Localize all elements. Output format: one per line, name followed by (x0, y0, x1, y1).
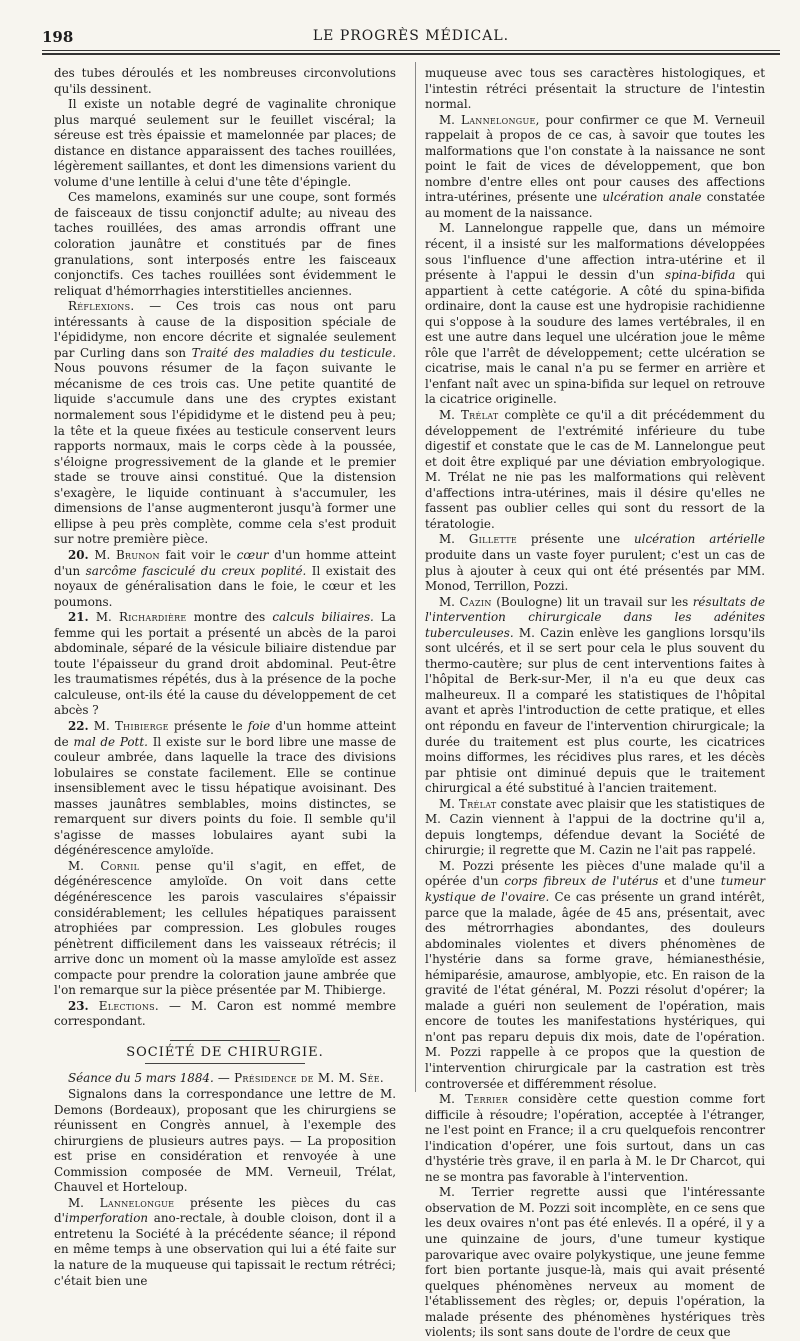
paragraph-lannelongue: M. Lannelongue présente les pièces du cas d'imperforation ano-rectale, à double cloison, dont il a entretenu la Société à la précédente séance; il répond en même temps à une observation qui lui a été faite sur la nature de la muqueuse qui tapissait le rectum rétréci; c'était bien une (54, 1195, 396, 1288)
section-title: SOCIÉTÉ DE CHIRURGIE. (126, 1044, 324, 1060)
paragraph: M. Lannelongue rappelle que, dans un mémoire récent, il a insisté sur les malformations développées sous l'influence d'une affection intra-utérine et il présente à l'appui le dessin d'un spina-bifida qui appartient à cette catégorie. A côté du spina-bifida ordinaire, dont la cause est une hydropisie rachidienne qui s'oppose à la soudure des lames vertébrales, il en est une autre dans lequel une ulcération joue le même rôle que l'arrêt de développement; cette ulcération se cicatrise, mais le canal n'a pu se fermer en arrière et l'enfant naît avec un spina-bifida sur lequel on retrouve la cicatrice originelle. (425, 221, 765, 407)
paragraph-item-20: 20. M. Brunon fait voir le cœur d'un homme atteint d'un sarcôme fasciculé du creux poplité. Il existait des noyaux de généralisation dans le foie, le cœur et les poumons. (54, 547, 397, 609)
section-rule (145, 1063, 305, 1064)
paragraph-terrier: M. Terrier considère cette question comme fort difficile à résoudre; l'opération, acceptée à l'étranger, ne l'est point en France; il a cru quelquefois rencontrer l'indication d'opérer, une fois surtout, dans un cas d'hystérie très grave, il en parla à M. le Dr Charcot, qui ne se montra pas favorable à l'intervention. (425, 1092, 765, 1184)
column-divider (415, 62, 416, 1092)
paragraph: des tubes déroulés et les nombreuses circonvolutions qu'ils dessinent. (54, 66, 396, 96)
page-header (42, 28, 780, 48)
paragraph-trelat: M. Trélat constate avec plaisir que les statistiques de M. Cazin viennent à l'appui de la doctrine qu'il a, depuis longtemps, défendue devant la Société de chirurgie; il regrette que M. Cazin ne l'ait pas rappelé. (425, 796, 765, 858)
section-rule (170, 1040, 280, 1041)
paragraph-cornil: M. Cornil pense qu'il s'agit, en effet, de dégénérescence amyloïde. On voit dans cette dégénérescence les parois vasculaires s'épaissir considérablement; les cellules hépatiques paraissent atrophiées par compression. Les globules rouges pénètrent difficilement dans les vaisseaux rétrécis; il arrive donc un moment où la masse amyloïde est assez compacte pour prendre la coloration jaune ambrée que l'on remarque sur la pièce présentée par M. Thibierge. (54, 858, 396, 998)
page-number: 198 (42, 28, 74, 46)
paragraph: Signalons dans la correspondance une lettre de M. Demons (Bordeaux), proposant que les chirurgiens se réunissent en Congrès annuel, à l'exemple des chirurgiens de plusieurs autres pays. — La proposition est prise en considération et renvoyée à une Commission composée de MM. Verneuil, Trélat, Chauvel et Horteloup. (54, 1087, 396, 1195)
session-line: Séance du 5 mars 1884. — Présidence de M. M. Sée. (68, 1071, 384, 1086)
paragraph-item-21: 21. M. Richardière montre des calculs biliaires. La femme qui les portait a présenté un abcès de la paroi abdominale, séparé de la vésicule biliaire distendue par toute l'épaisseur du grand droit abdominal. Peut-être les traumatismes répétés, dus à la présence de la poche calculeuse, ont-ils été la cause du développement de cet abcès ? (54, 610, 396, 718)
paragraph: Il existe un notable degré de vaginalite chronique plus marqué seulement sur le feuillet viscéral; la séreuse est très épaissie et mamelonnée par places; de distance en distance apparaissent des taches rouillées, légèrement saillantes, et dont les dimensions varient du volume d'une lentille à celui d'une tête d'épingle. (54, 97, 396, 189)
left-column (54, 66, 396, 1289)
header-rule-double (42, 53, 780, 55)
paragraph-reflexions: Réflexions. — Ces trois cas nous ont paru intéressants à cause de la disposition spéciale de l'épididyme, non encore décrite et signalée seulement par Curling dans son Traité des maladies du testicule. Nous pouvons résumer de la façon suivante le mécanisme de ces trois cas. Une petite quantité de liquide s'accumule dans une des cryptes existant normalement sous l'épididyme et le distend peu à peu; la tête et la queue fixées au testicule conservent leurs rapports normaux, mais le corps cède à la poussée, s'éloigne progressivement de la glande et le premier stade se trouve ainsi constitué. Que la distension s'exagère, le liquide continuant à s'accumuler, les dimensions de l'anse augmenteront jusqu'à former une ellipse à peu près complète, comme cela s'est produit sur notre première pièce. (54, 299, 396, 547)
paragraph-item-23: 23. Elections. — M. Caron est nommé membre correspondant. (54, 998, 397, 1029)
paragraph-cazin: M. Cazin (Boulogne) lit un travail sur les résultats de l'intervention chirurgicale dans les adénites tuberculeuses. M. Cazin enlève les ganglions lorsqu'ils sont ulcérés, et il se sert pour cela le plus souvent du thermo-cautère; sur plus de cent interventions faites à l'hôpital de Berk-sur-Mer, il n'a eu que deux cas malheureux. Il a comparé les statistiques de l'hôpital avant et après l'introduction de cette pratique, et elles ont répondu en faveur de l'intervention chirurgicale; la durée du traitement est plus courte, les cicatrices moins difformes, les récidives plus rares, et les décès par phtisie ont diminué depuis que le traitement chirurgical a été substitué à l'ancien traitement. (425, 594, 765, 796)
paragraph-trelat: M. Trélat complète ce qu'il a dit précédemment du développement de l'extrémité inférieure du tube digestif et constate que le cas de M. Lannelongue peut et doit être expliqué par une déviation embryologique. M. Trélat ne nie pas les malformations qui relèvent d'affections intra-utérines, mais il désire qu'elles ne fassent pas oublier celles qui sont du ressort de la tératologie. (425, 408, 765, 531)
reflexions-label: Réflexions. (68, 299, 135, 314)
paragraph-lannelongue: M. Lannelongue, pour confirmer ce que M. Verneuil rappelait à propos de ce cas, à savoir que toutes les malformations que l'on constate à la naissance ne sont point le fait de vices de développement, que bon nombre d'entre elles ont pour causes des affections intra-utérines, présente une ulcération anale constatée au moment de la naissance. (425, 112, 765, 220)
paragraph: M. Terrier regrette aussi que l'intéressante observation de M. Pozzi soit incomplète, en ce sens que les deux ovaires n'ont pas été enlevés. Il a opéré, il y a une quinzaine de jours, d'une tumeur kystique parovarique avec ovaire polykystique, une jeune femme fort bien portante jusque-là, mais qui avait présenté quelques phénomènes nerveux au moment de l'établissement des règles; or, depuis l'opération, la malade présente des phénomènes hystériques très violents; ils sont sans doute de l'ordre de ceux que (425, 1185, 765, 1340)
paragraph-pozzi: M. Pozzi présente les pièces d'une malade qu'il a opérée d'un corps fibreux de l'utérus et d'une tumeur kystique de l'ovaire. Ce cas présente un grand intérêt, parce que la malade, âgée de 45 ans, présentait, avec des métrorrhagies abondantes, des douleurs abdominales violentes et divers phénomènes de l'hystérie dans sa forme grave, hémianesthésie, hémiparésie, amaurose, amblyopie, etc. En raison de la gravité de l'état général, M. Pozzi résolut d'opérer; la malade a guéri non seulement de l'opération, mais encore de toutes les manifestations hystériques, qui n'ont pas reparu depuis dix mois, date de l'opération. M. Pozzi rappelle à ce propos que la question de l'intervention chirurgicale par la castration est très controversée et différemment résolue. (425, 858, 766, 1091)
journal-title: LE PROGRÈS MÉDICAL. (312, 28, 510, 44)
paragraph-item-22: 22. M. Thibierge présente le foie d'un homme atteint de mal de Pott. Il existe sur le bord libre une masse de couleur ambrée, dans laquelle la trace des divisions lobulaires se constate facilement. Elle se continue insensiblement avec le tissu hépatique avoisinant. Des masses jaunâtres semblables, moins distinctes, se remarquent sur divers points du foie. Il semble qu'il s'agisse de masses lobulaires ayant subi la dégénérescence amyloïde. (54, 718, 396, 858)
header-rule (42, 50, 780, 51)
paragraph-gillette: M. Gillette présente une ulcération artérielle produite dans un vaste foyer purulent; c'est un cas de plus à ajouter à ceux qui ont été présentés par MM. Monod, Terrillon, Pozzi. (425, 532, 765, 594)
paragraph: Ces mamelons, examinés sur une coupe, sont formés de faisceaux de tissu conjonctif adulte; au niveau des taches rouillées, des amas arrondis offrant une coloration jaunâtre et constitués par de fines granulations, sont interposés entre les faisceaux conjonctifs. Ces taches rouillées sont évidemment le reliquat d'hémorrhagies interstitielles anciennes. (54, 190, 396, 298)
right-column (425, 66, 765, 1341)
paragraph: muqueuse avec tous ses caractères histologiques, et l'intestin rétréci présentait la structure de l'intestin normal. (425, 66, 765, 112)
